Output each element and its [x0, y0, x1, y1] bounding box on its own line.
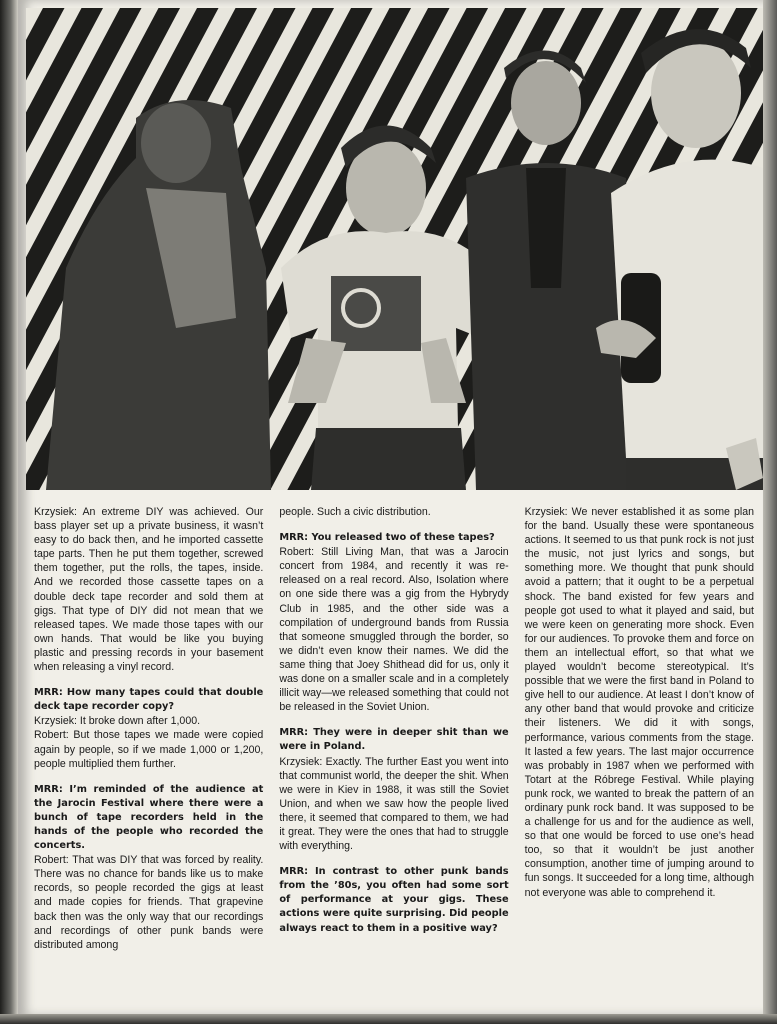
page-edge-right — [763, 0, 777, 1024]
article-body — [34, 505, 754, 952]
answer-paragraph: Krzysiek: It broke down after 1,000. — [34, 715, 201, 728]
question-paragraph: MRR: They were in deeper shit than we were in Poland. — [279, 727, 509, 753]
answer-paragraph: people. Such a civic distribution. — [279, 506, 431, 518]
answer-paragraph: Krzysiek: Exactly. The further East you went into that communist world, the deeper the shit. When we were in Kiev in 1988, it was still the Soviet Union, and when we saw how the people lived there, it seemed that compared to them, we had it great. They were the ones that had to struggle with everything. — [279, 755, 509, 853]
page-binding — [0, 0, 18, 1024]
column-2 — [279, 505, 508, 952]
answer-paragraph: Robert: That was DIY that was forced by reality. There was no chance for bands like us to make records, so people recorded the gigs at least and made copies for friends. That grapevine back then was the only way that our recordings and recordings of other punk bands were distributed among — [34, 854, 264, 951]
question-paragraph: MRR: How many tapes could that double deck tape recorder copy? — [34, 687, 264, 713]
column-3 — [525, 505, 754, 952]
column-1 — [34, 505, 263, 952]
question-paragraph: MRR: I’m reminded of the audience at the Jarocin Festival where there were a bunch of tape recorders held in the hands of the people who recorded the concerts. — [34, 783, 264, 852]
answer-paragraph: Robert: But those tapes we made were copied again by people, so if we made 1,000 or 1,200, people multiplied them further. — [34, 729, 264, 770]
answer-paragraph: Robert: Still Living Man, that was a Jarocin concert from 1984, and recently it was re-released on a real record. Also, Isolation where on one side there was a gig from the Hybrydy Club in 1985, and the other side was a compilation of underground bands from Russia that someone smuggled through the border, so we didn’t even know their names. We did the same thing that Joey Shithead did for us, only it was done on a smaller scale and in a completely illicit way—we released something that could not be released in the Soviet Union. — [279, 546, 509, 714]
page-edge-bottom — [0, 1014, 777, 1024]
question-paragraph: MRR: You released two of these tapes? — [279, 532, 495, 544]
question-paragraph: MRR: In contrast to other punk bands from the ’80s, you often had some sort of performance at your gigs. These actions were quite surprising. Did people always react to them in a positive way? — [279, 866, 509, 934]
answer-paragraph: Krzysiek: An extreme DIY was achieved. Our bass player set up a private business, it wasn’t easy to do back then, and he imported cassette tape parts. Then he put them together, screwed them together, put the rolls, the tapes, inside. And we recorded those cassette tapes on a double deck tape recorder and sold them at gigs. That type of DIY did not mean that we released tapes. We made those tapes with our own hands. That would be like you buying plastic and pressing records in your basement when releasing a vinyl record. — [34, 506, 264, 674]
band-photo — [26, 8, 763, 490]
answer-paragraph: Krzysiek: We never established it as some plan for the band. Usually these were spontaneous actions. It seemed to us that punk rock is not just the music, not just lyrics and songs, but something more. We thought that punk should avoid a pattern; that it ought to be a perpetual shock. The band existed for few years and people got used to what it played and said, but we were keen on generating more shock. Even for our audiences. To provoke them and force on them an intellectual effort, so that what we played wouldn’t become stereotypical. It’s possible that we were the first band in Poland to give hell to our audience. At least I don’t know of any other band that would provoke and criticize their listeners. We did it with songs, performance, various comments from the stage. It lasted a few years. The last major occurrence was probably in 1987 when we performed with Totart at the Róbrege Festival. While playing punk rock, we wanted to break the pattern of an ordinary punk rock band. It was supposed to be a challenge for us and for the audience as well, so that one would be forced to use one’s head too, so that it wouldn’t be just another consumption, another time of jumping around to fun songs. It succeeded for a long time, although not everyone was able to comprehend it. — [524, 506, 754, 899]
magazine-page — [18, 0, 763, 1016]
